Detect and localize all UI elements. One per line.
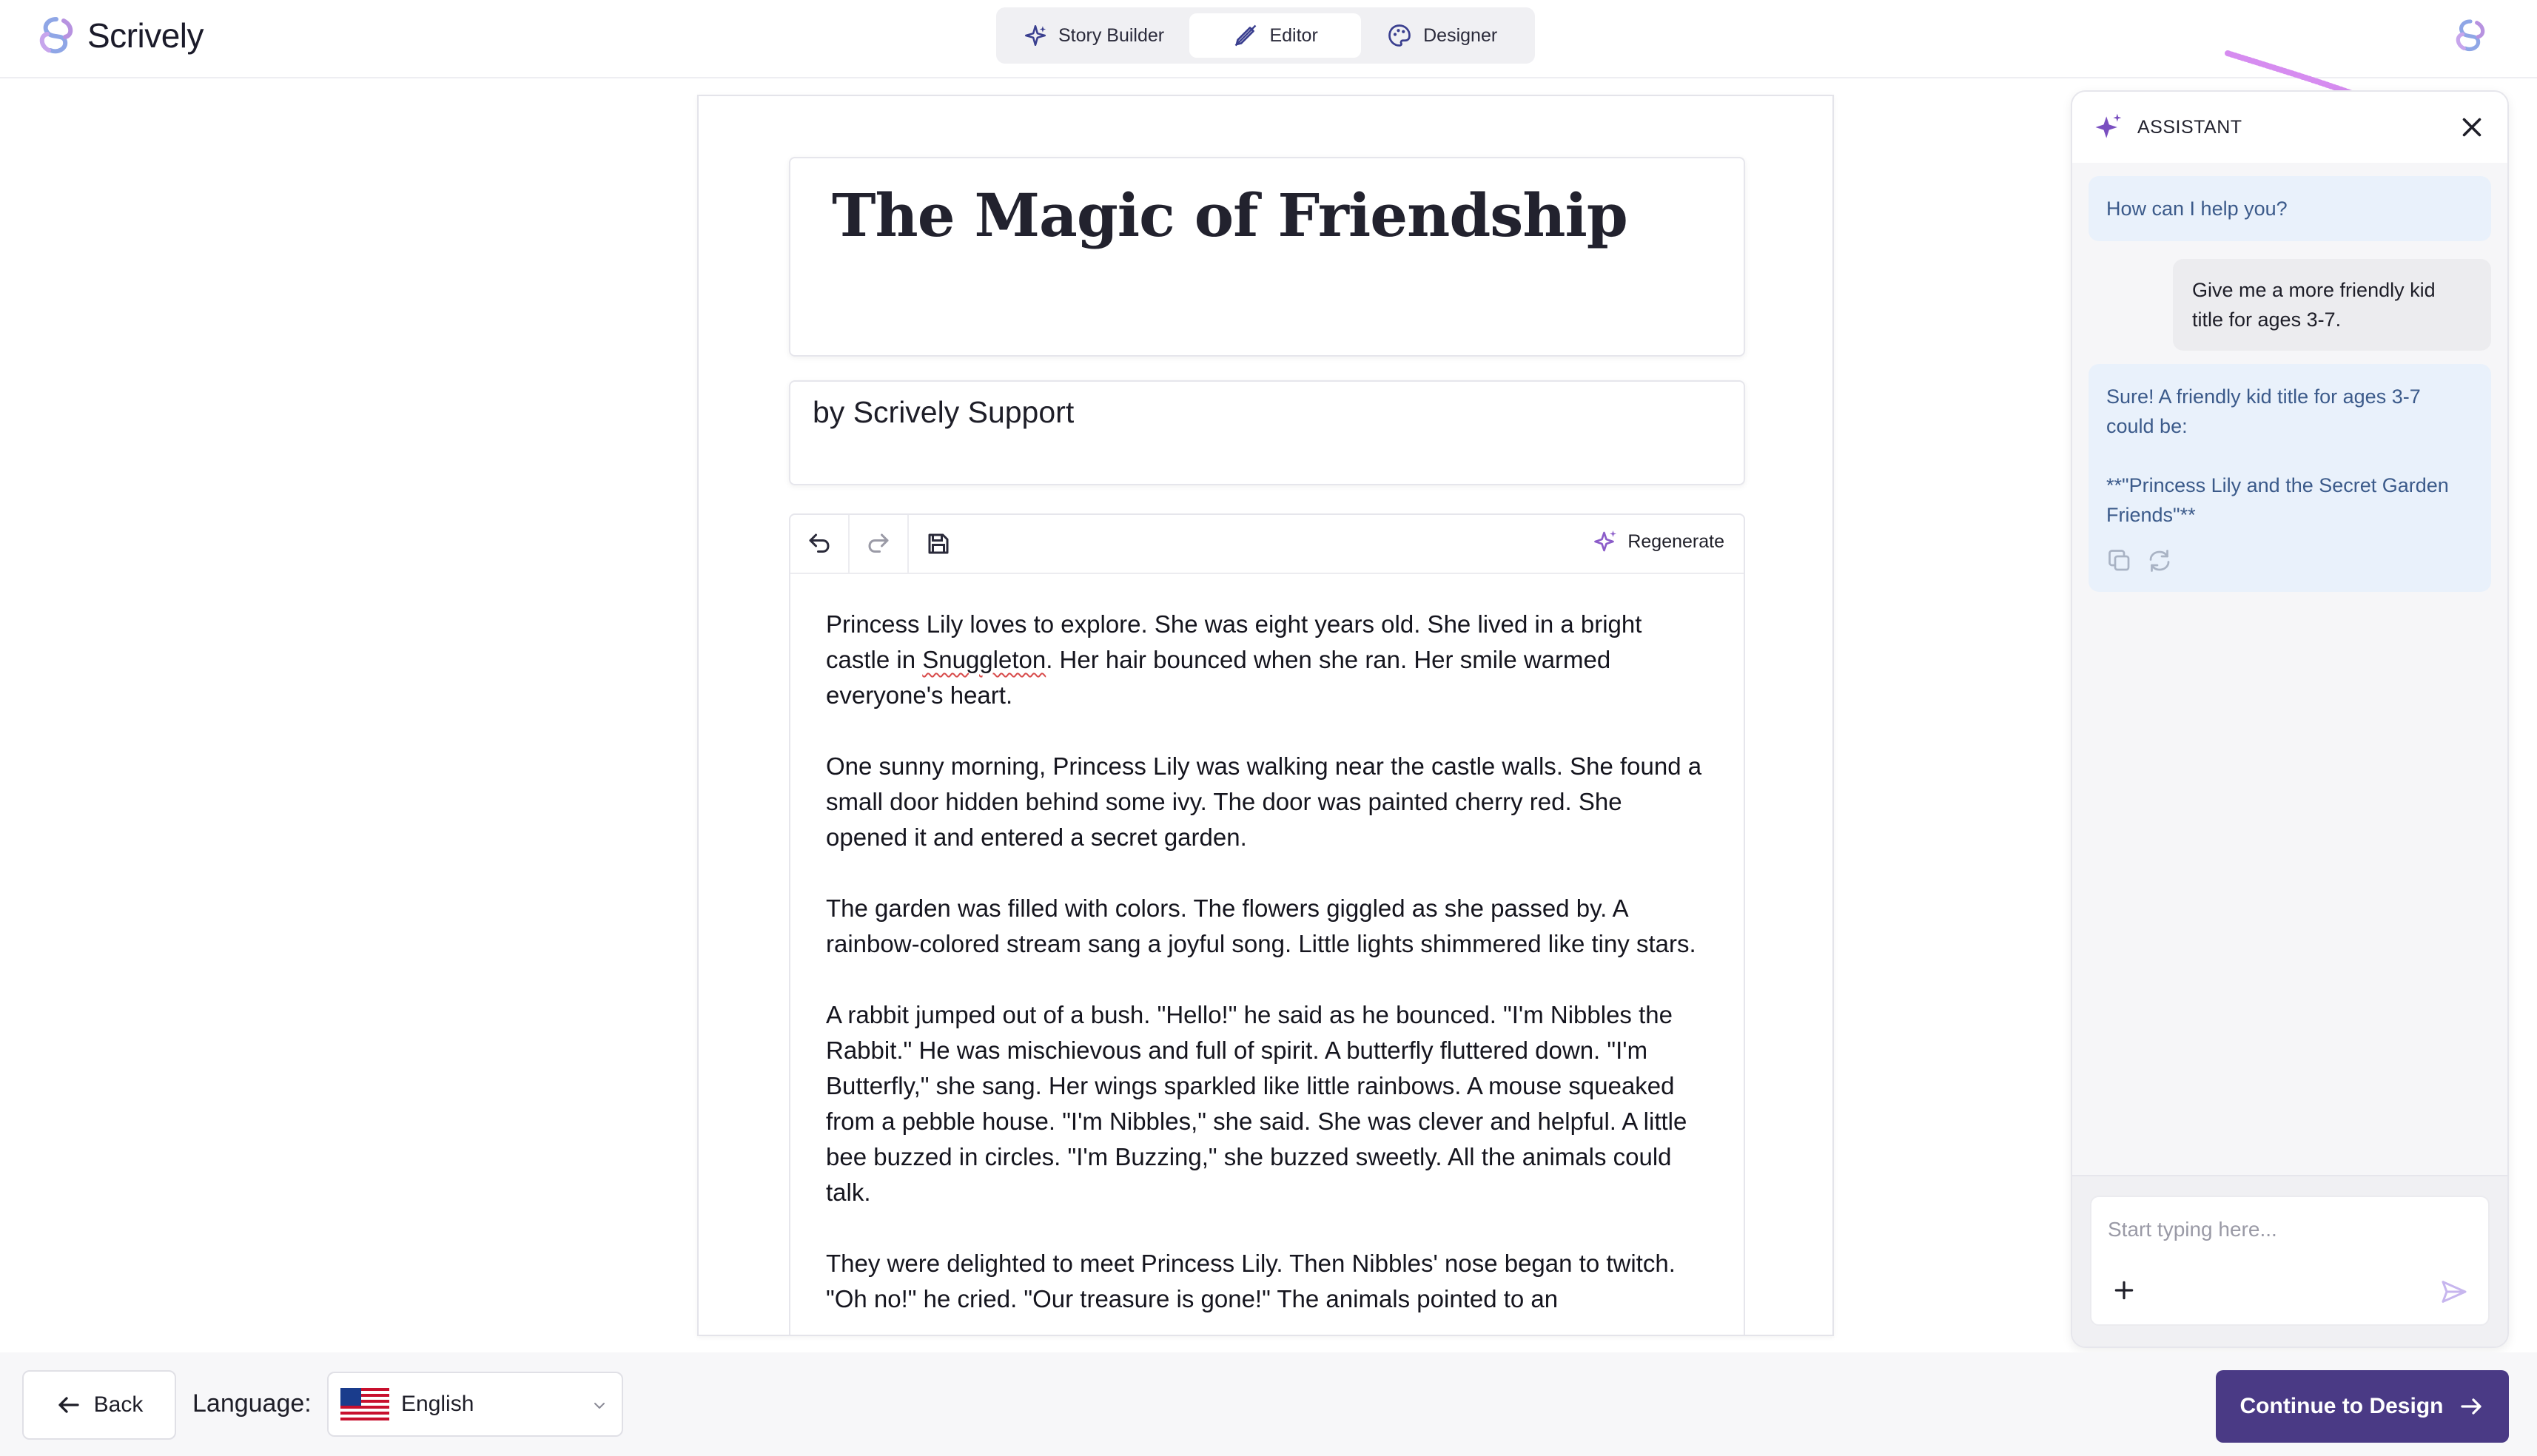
tab-designer-label: Designer (1423, 24, 1498, 46)
assistant-input-box (2090, 1196, 2490, 1326)
send-icon (2439, 1277, 2469, 1307)
app-logo[interactable] (34, 13, 204, 58)
assistant-message-input[interactable] (2108, 1215, 2463, 1244)
sparkle-icon (2091, 111, 2124, 144)
assistant-message (2089, 176, 2491, 241)
pen-icon (1232, 22, 1259, 49)
editor-canvas (697, 95, 1834, 1336)
attach-button[interactable] (2108, 1274, 2140, 1307)
back-button[interactable] (22, 1370, 176, 1440)
close-assistant-button[interactable] (2454, 109, 2490, 145)
tab-story-builder-label: Story Builder (1058, 24, 1165, 46)
tab-editor-label: Editor (1269, 24, 1318, 46)
undo-icon (806, 530, 833, 557)
assistant-message (2089, 364, 2491, 592)
refresh-icon[interactable] (2146, 547, 2173, 574)
story-editor (789, 513, 1745, 1336)
author-field[interactable] (789, 380, 1745, 485)
story-paragraph: The garden was filled with colors. The flowers giggled as she passed by. A rainbow-colored stream sang a joyful song. Little lights shimmered like tiny stars. (826, 894, 1696, 957)
assistant-reply-line1: Sure! A friendly kid title for ages 3-7 could be: (2106, 385, 2421, 437)
back-label: Back (93, 1392, 144, 1417)
story-paragraph-text: Princess Lily loves to explore. She was eight years old. She lived in a bright castle in Snuggleton. Her hair bounced when she ran. Her smile warmed everyone's heart. (826, 610, 1642, 709)
mode-switcher (996, 7, 1535, 64)
redo-button[interactable] (850, 515, 909, 573)
regenerate-button[interactable] (1592, 528, 1724, 555)
palette-icon (1386, 22, 1413, 49)
close-icon (2459, 114, 2485, 141)
assistant-input-area (2072, 1175, 2507, 1347)
story-paragraph (826, 607, 1708, 713)
assistant-greeting: How can I help you? (2106, 198, 2288, 220)
story-paragraph: One sunny morning, Princess Lily was walking near the castle walls. She found a small door hidden behind some ivy. The door was painted cherry red. She opened it and entered a secret garden. (826, 752, 1702, 851)
assistant-header (2072, 92, 2507, 163)
language-value: English (401, 1392, 474, 1416)
user-message (2173, 259, 2491, 351)
save-icon (925, 530, 952, 557)
copy-icon[interactable] (2106, 547, 2133, 574)
sparkle-icon (1592, 528, 1619, 555)
regenerate-label: Regenerate (1627, 530, 1724, 552)
save-button[interactable] (909, 515, 968, 573)
us-flag-icon (340, 1388, 389, 1420)
arrow-left-icon (56, 1392, 82, 1418)
tab-story-builder[interactable] (1004, 13, 1183, 58)
editor-toolbar (790, 515, 1744, 574)
continue-to-design-button[interactable] (2216, 1370, 2509, 1443)
story-author: by Scrively Support (813, 395, 1075, 429)
redo-icon (865, 530, 892, 557)
title-field[interactable] (789, 157, 1745, 357)
send-button[interactable] (2436, 1274, 2472, 1310)
continue-label: Continue to Design (2239, 1394, 2444, 1418)
tab-editor[interactable] (1189, 13, 1361, 58)
top-bar (0, 0, 2537, 78)
story-title: The Magic of Friendship (832, 181, 1627, 250)
plus-icon (2112, 1278, 2136, 1302)
tab-designer[interactable] (1367, 13, 1516, 58)
assistant-reply-line2: **"Princess Lily and the Secret Garden Friends"** (2106, 474, 2449, 526)
language-label: Language: (192, 1389, 312, 1418)
story-body[interactable] (790, 574, 1744, 1336)
scrively-logo-icon (34, 13, 78, 58)
assistant-panel (2071, 90, 2509, 1348)
bottom-bar (0, 1352, 2537, 1456)
language-select[interactable] (327, 1372, 623, 1437)
app-name: Scrively (87, 16, 204, 55)
story-paragraph: They were delighted to meet Princess Lily. Then Nibbles' nose began to twitch. "Oh no!" he cried. "Our treasure is gone!" The animals pointed to an (826, 1250, 1676, 1312)
arrow-right-icon (2458, 1393, 2484, 1420)
user-message-text: Give me a more friendly kid title for ages 3-7. (2192, 279, 2436, 331)
assistant-title: ASSISTANT (2137, 116, 2242, 138)
misspelled-word[interactable]: Snuggleton (922, 646, 1046, 673)
story-paragraph: A rabbit jumped out of a bush. "Hello!" he said as he bounced. "I'm Nibbles the Rabbit." He was mischievous and full of spirit. A butterfly fluttered down. "I'm Butterfly," she sang. Her wings sparkled like little rainbows. A mouse squeaked from a pebble house. "I'm Nibbles," she said. She was clever and helpful. A little bee buzzed in circles. "I'm Buzzing," she buzzed sweetly. All the animals could talk. (826, 1001, 1687, 1206)
sparkle-icon (1023, 23, 1048, 48)
undo-button[interactable] (790, 515, 850, 573)
chevron-down-icon (591, 1397, 608, 1415)
